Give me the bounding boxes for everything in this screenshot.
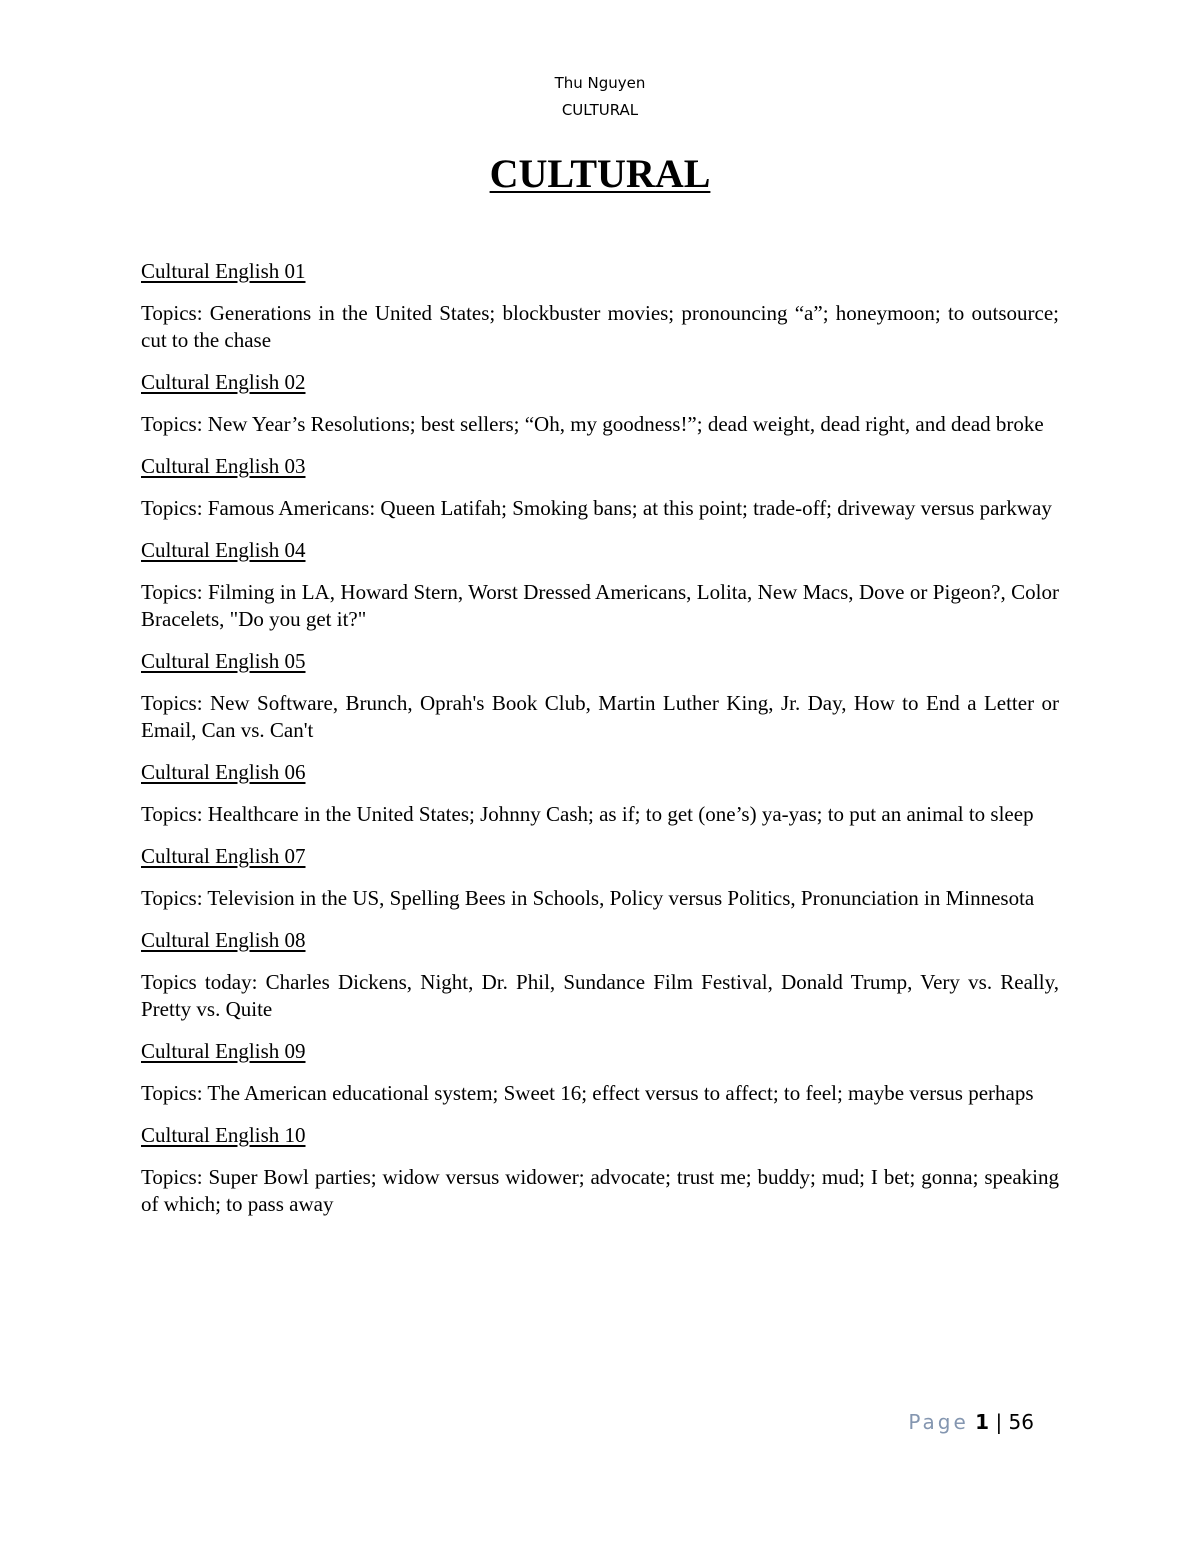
page-separator: | [995,1410,1003,1434]
lesson-topics: Topics: Famous Americans: Queen Latifah; Smoking bans; at this point; trade-off; driveway versus parkway [141,496,1052,520]
lesson-heading: Cultural English 05 [141,649,306,673]
lesson-topics: Topics: New Year’s Resolutions; best sellers; “Oh, my goodness!”; dead weight, dead right, and dead broke [141,412,1044,436]
lesson-entry [141,648,1059,744]
lesson-entry [141,759,1059,828]
lesson-topics: Topics: Super Bowl parties; widow versus widower; advocate; trust me; buddy; mud; I bet; gonna; speaking of which; to pass away [141,1165,1059,1216]
lesson-heading: Cultural English 04 [141,538,306,562]
lesson-topics: Topics today: Charles Dickens, Night, Dr. Phil, Sundance Film Festival, Donald Trump, Very vs. Really, Pretty vs. Quite [141,970,1059,1021]
lesson-entry [141,1038,1059,1107]
lesson-entry [141,453,1059,522]
lesson-topics: Topics: Television in the US, Spelling Bees in Schools, Policy versus Politics, Pronunciation in Minnesota [141,886,1035,910]
lesson-heading: Cultural English 08 [141,928,306,952]
total-pages: 56 [1008,1410,1034,1434]
lesson-entry [141,258,1059,354]
lesson-heading: Cultural English 07 [141,844,306,868]
lesson-topics: Topics: Generations in the United States; blockbuster movies; pronouncing “a”; honeymoon; to outsource; cut to the chase [141,301,1059,352]
page-label: Page [908,1410,969,1434]
lesson-heading: Cultural English 10 [141,1123,306,1147]
lesson-topics: Topics: Healthcare in the United States; Johnny Cash; as if; to get (one’s) ya-yas; to put an animal to sleep [141,802,1034,826]
lesson-entry [141,369,1059,438]
lesson-heading: Cultural English 06 [141,760,306,784]
lesson-heading: Cultural English 03 [141,454,306,478]
document-title: CULTURAL [489,151,711,196]
header-author-name: Thu Nguyen [554,74,646,92]
lesson-entry [141,1122,1059,1218]
current-page-number: 1 [975,1410,990,1434]
lesson-topics: Topics: The American educational system; Sweet 16; effect versus to affect; to feel; maybe versus perhaps [141,1081,1034,1105]
lesson-heading: Cultural English 01 [141,259,306,283]
page-number-footer [908,1410,1034,1434]
lesson-heading: Cultural English 09 [141,1039,306,1063]
lesson-entry [141,537,1059,633]
lesson-list [141,258,1059,1233]
lesson-entry [141,927,1059,1023]
header-subtitle: CULTURAL [561,101,639,119]
lesson-topics: Topics: New Software, Brunch, Oprah's Book Club, Martin Luther King, Jr. Day, How to End a Letter or Email, Can vs. Can't [141,691,1059,742]
lesson-topics: Topics: Filming in LA, Howard Stern, Worst Dressed Americans, Lolita, New Macs, Dove or Pigeon?, Color Bracelets, "Do you get it?" [141,580,1059,631]
lesson-heading: Cultural English 02 [141,370,306,394]
lesson-entry [141,843,1059,912]
